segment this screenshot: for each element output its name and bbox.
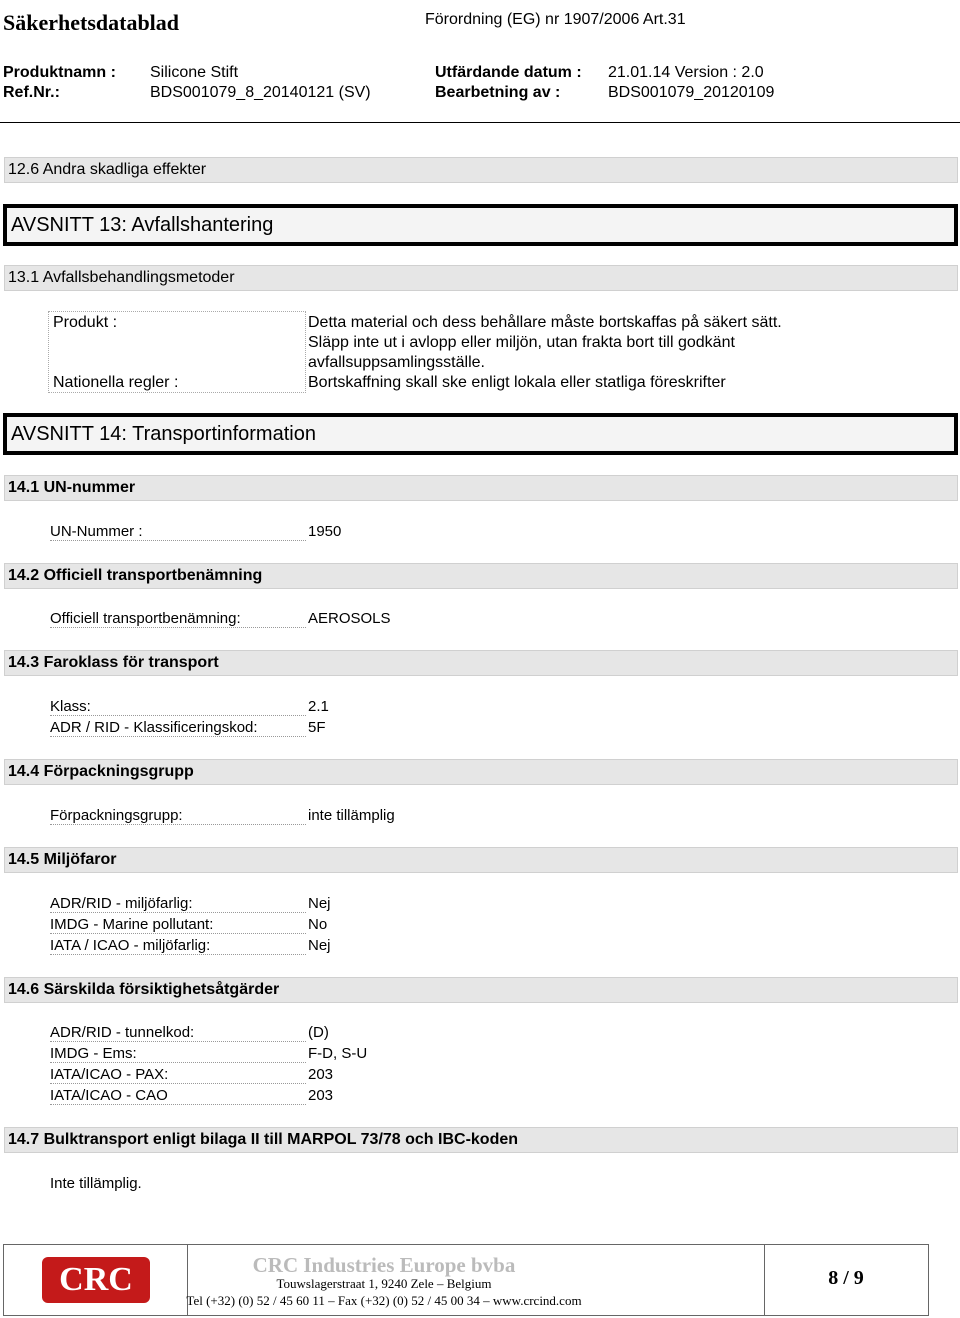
env-hazard-value: No (308, 916, 328, 933)
subsection-14-6: 14.6 Särskilda försiktighetsåtgärder (4, 977, 958, 1003)
un-number-value: 1950 (308, 523, 342, 540)
subsection-14-3: 14.3 Faroklass för transport (4, 650, 958, 676)
product-waste-line-2: Släpp inte ut i avlopp eller miljön, utan frakta bort till godkänt (308, 334, 735, 351)
ref-number-label: Ref.Nr.: (3, 84, 60, 101)
issue-date-value: 21.01.14 Version : 2.0 (608, 64, 764, 81)
hazard-class-label: Klass: (50, 698, 306, 716)
shipping-name-value: AEROSOLS (308, 610, 391, 627)
precaution-value: (D) (308, 1024, 329, 1041)
adr-classification-value: 5F (308, 719, 326, 736)
precaution-value: 203 (308, 1087, 334, 1104)
packing-group-value: inte tillämplig (308, 807, 395, 824)
precaution-label: ADR/RID - tunnelkod: (50, 1024, 306, 1042)
edited-by-label: Bearbetning av : (435, 84, 561, 101)
precaution-label: IATA/ICAO - CAO (50, 1087, 306, 1105)
subsection-14-2: 14.2 Officiell transportbenämning (4, 563, 958, 589)
national-rules-label: Nationella regler : (53, 374, 179, 391)
subsection-14-1: 14.1 UN-nummer (4, 475, 958, 501)
crc-logo: CRC (42, 1257, 150, 1303)
shipping-name-label: Officiell transportbenämning: (50, 610, 306, 628)
env-hazard-label: IMDG - Marine pollutant: (50, 916, 306, 934)
adr-classification-label: ADR / RID - Klassificeringskod: (50, 719, 306, 737)
precaution-value: 203 (308, 1066, 334, 1083)
product-name-label: Produktnamn : (3, 64, 116, 81)
subsection-14-7: 14.7 Bulktransport enligt bilaga II till MARPOL 73/78 och IBC-koden (4, 1127, 958, 1153)
env-hazard-label: ADR/RID - miljöfarlig: (50, 895, 306, 913)
subsection-13-1: 13.1 Avfallsbehandlingsmetoder (4, 265, 958, 291)
page-footer (3, 1244, 929, 1316)
edited-by-value: BDS001079_20120109 (608, 84, 775, 101)
packing-group-label: Förpackningsgrupp: (50, 807, 306, 825)
ref-number-value: BDS001079_8_20140121 (SV) (150, 84, 371, 101)
product-name-value: Silicone Stift (150, 64, 239, 81)
page-number: 8 / 9 (828, 1267, 864, 1289)
company-name: CRC Industries Europe bvba (252, 1253, 516, 1277)
env-hazard-label: IATA / ICAO - miljöfarlig: (50, 937, 306, 955)
env-hazard-value: Nej (308, 895, 331, 912)
section-14-heading: AVSNITT 14: Transportinformation (3, 413, 958, 455)
issue-date-label: Utfärdande datum : (435, 64, 582, 81)
hazard-class-value: 2.1 (308, 698, 329, 715)
national-rules-value: Bortskaffning skall ske enligt lokala eller statliga föreskrifter (308, 374, 726, 391)
product-waste-line-3: avfallsuppsamlingsställe. (308, 354, 485, 371)
precaution-label: IMDG - Ems: (50, 1045, 306, 1063)
precaution-value: F-D, S-U (308, 1045, 368, 1062)
company-contact: Tel (+32) (0) 52 / 45 60 11 – Fax (+32) (0) 52 / 45 00 34 – www.crcind.com (186, 1293, 582, 1308)
precaution-label: IATA/ICAO - PAX: (50, 1066, 306, 1084)
header-divider (0, 122, 960, 123)
bulk-transport-value: Inte tillämplig. (50, 1175, 142, 1192)
subsection-14-4: 14.4 Förpackningsgrupp (4, 759, 958, 785)
product-waste-line-1: Detta material och dess behållare måste bortskaffas på säkert sätt. (308, 314, 782, 331)
subsection-14-5: 14.5 Miljöfaror (4, 847, 958, 873)
env-hazard-value: Nej (308, 937, 331, 954)
subsection-12-6: 12.6 Andra skadliga effekter (4, 157, 958, 183)
section-13-heading: AVSNITT 13: Avfallshantering (3, 204, 958, 246)
document-title: Säkerhetsdatablad (3, 10, 180, 35)
product-waste-label: Produkt : (53, 314, 118, 331)
regulation-reference: Förordning (EG) nr 1907/2006 Art.31 (425, 11, 686, 28)
un-number-label: UN-Nummer : (50, 523, 306, 541)
company-address: Touwslagerstraat 1, 9240 Zele – Belgium (276, 1276, 492, 1291)
